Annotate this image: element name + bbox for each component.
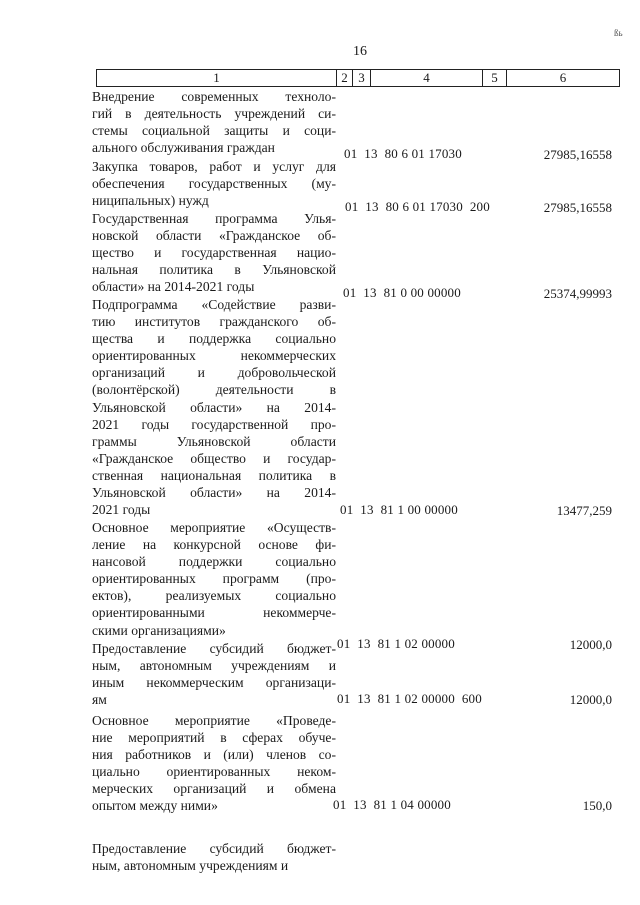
- description-line: Ульяновской области» на 2014-: [92, 399, 336, 415]
- budget-code: 01 13 81 1 02 00000 600: [337, 691, 482, 706]
- row-description: [92, 158, 336, 209]
- description-line: Государственная программа Улья-: [92, 211, 336, 226]
- row-description: [92, 210, 336, 295]
- budget-code: 01 13 81 1 02 00000: [337, 636, 455, 651]
- description-line: ление на конкурсной основе фи-: [92, 537, 336, 553]
- description-line: организаций и добровольческой: [92, 365, 336, 381]
- description-line: ственная национальная политика в: [92, 467, 336, 483]
- row-amount: 13477,259: [556, 503, 612, 518]
- description-line: ям: [92, 692, 107, 708]
- description-line: Внедрение современных техноло-: [92, 89, 336, 104]
- row-description: [92, 519, 336, 639]
- description-line: новской области «Гражданское об-: [92, 228, 336, 244]
- description-line: обеспечения государственных (му-: [92, 176, 336, 192]
- description-line: Подпрограмма «Содействие разви-: [92, 297, 336, 312]
- description-line: 2021 годы государственной про-: [92, 416, 336, 432]
- description-line: ным, автономным учреждениям и: [92, 858, 289, 874]
- description-line: ниципальных) нужд: [92, 193, 209, 209]
- row-description: [92, 88, 336, 156]
- description-line: ния работников и (или) членов со-: [92, 747, 336, 763]
- description-line: тию институтов гражданского об-: [92, 314, 336, 330]
- description-line: ориентированных некоммерческих: [92, 348, 336, 364]
- budget-code: 01 13 81 0 00 00000: [343, 285, 461, 300]
- table-header: [96, 69, 620, 87]
- budget-code: 01 13 80 6 01 17030 200: [345, 199, 490, 214]
- budget-code: 01 13 81 1 00 00000: [340, 502, 458, 517]
- description-line: 2021 годы: [92, 502, 151, 518]
- description-line: Основное мероприятие «Осуществ-: [92, 520, 336, 535]
- description-line: скими организациями»: [92, 622, 226, 638]
- row-description: [92, 296, 336, 518]
- description-line: щества и поддержка социально: [92, 331, 336, 347]
- description-line: граммы Ульяновской области: [92, 433, 336, 449]
- description-line: «Гражданское общество и государ-: [92, 450, 336, 466]
- description-line: области» на 2014-2021 годы: [92, 279, 255, 295]
- row-amount: 25374,99993: [543, 286, 612, 301]
- description-line: Основное мероприятие «Проведе-: [92, 713, 336, 728]
- row-description: [92, 712, 336, 815]
- description-line: гий в деятельность учреждений си-: [92, 106, 336, 122]
- description-line: ориентированных программ (про-: [92, 571, 336, 587]
- row-amount: 27985,16558: [543, 200, 612, 215]
- description-line: ние мероприятий в сферах обуче-: [92, 730, 336, 746]
- description-line: иным некоммерческим организаци-: [92, 675, 336, 691]
- row-amount: 12000,0: [569, 637, 612, 652]
- description-line: ориентированными некоммерче-: [92, 605, 336, 621]
- description-line: ального обслуживания граждан: [92, 140, 275, 156]
- header-col-6: 6: [559, 70, 567, 85]
- description-line: стемы социальной защиты и соци-: [92, 123, 336, 139]
- header-col-2: 2: [337, 70, 353, 86]
- description-line: Ульяновской области» на 2014-: [92, 485, 336, 501]
- description-line: нальная политика в Ульяновской: [92, 262, 336, 278]
- row-amount: 27985,16558: [543, 147, 612, 162]
- description-line: щество и государственная нацио-: [92, 245, 336, 261]
- row-amount: 150,0: [582, 798, 612, 813]
- description-line: нансовой поддержки социально: [92, 554, 336, 570]
- header-col-1: 1: [97, 70, 337, 86]
- description-line: ектов), реализуемых социально: [92, 588, 336, 604]
- description-line: Предоставление субсидий бюджет-: [92, 641, 336, 656]
- budget-code: 01 13 80 6 01 17030: [344, 146, 462, 161]
- description-line: опытом между ними»: [92, 798, 218, 814]
- description-line: циально ориентированных неком-: [92, 764, 336, 780]
- row-amount: 12000,0: [569, 692, 612, 707]
- header-col-5: 5: [483, 70, 507, 86]
- description-line: Закупка товаров, работ и услуг для: [92, 159, 336, 174]
- header-col-3: 3: [353, 70, 371, 86]
- description-line: ным, автономным учреждениям и: [92, 658, 336, 674]
- row-description: [92, 640, 336, 708]
- corner-mark: ßь: [614, 28, 623, 38]
- budget-code: 01 13 81 1 04 00000: [333, 797, 451, 812]
- description-line: (волонтёрской) деятельности в: [92, 382, 336, 398]
- row-description: [92, 840, 336, 874]
- description-line: мерческих организаций и обмена: [92, 781, 336, 797]
- page-number: 16: [353, 44, 367, 59]
- description-line: Предоставление субсидий бюджет-: [92, 841, 336, 856]
- header-col-4: 4: [371, 70, 483, 86]
